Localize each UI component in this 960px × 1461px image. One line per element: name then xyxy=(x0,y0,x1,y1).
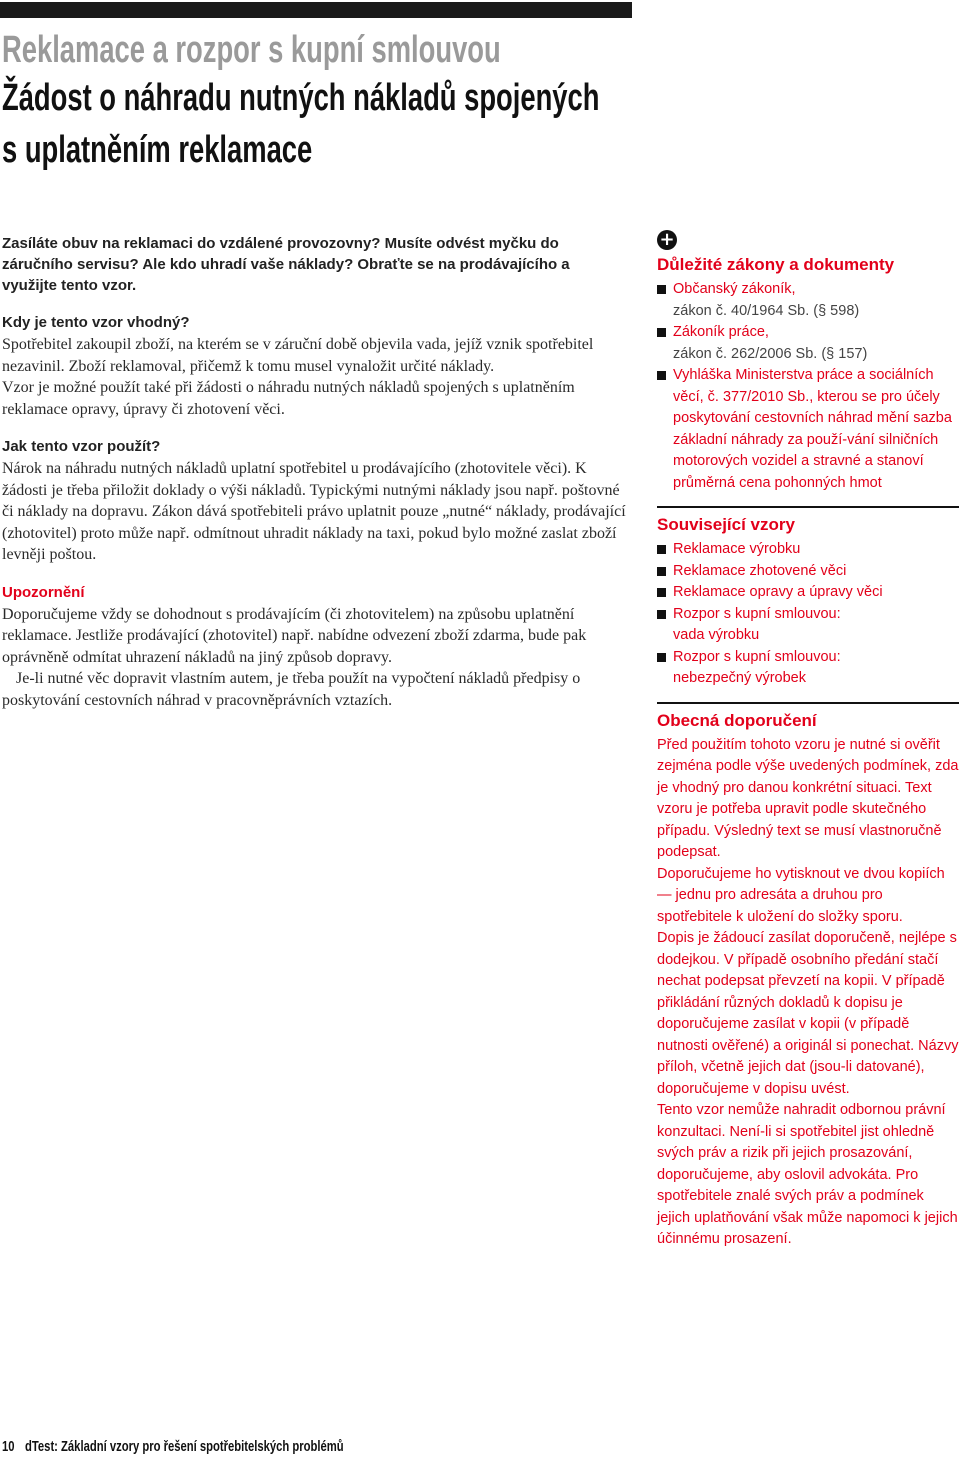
list-item: Občanský zákoník, zákon č. 40/1964 Sb. (§ 598) xyxy=(657,279,959,322)
list-item: Rozpor s kupní smlouvou: vada výrobku xyxy=(657,604,959,647)
page-footer xyxy=(2,1438,344,1455)
kdy-paragraph-1: Spotřebitel zakoupil zboží, na kterém se v záruční době objevila vada, jejíž vznik spotřebitel nezavinil. Zboží reklamoval, přičemž k tomu musel vynaložit určité náklady. xyxy=(2,336,594,375)
section-heading-jak: Jak tento vzor použít? xyxy=(2,438,161,455)
footer-text: dTest: Základní vzory pro řešení spotřebitelských problémů xyxy=(25,1438,344,1455)
related-templates-heading: Související vzory xyxy=(657,506,959,539)
upozorneni-paragraph-2: Je-li nutné věc dopravit vlastním autem, je třeba použít na vypočtení nákladů předpisy o poskytování cestovních náhrad v pracovněprávních vztazích. xyxy=(2,670,581,709)
general-recommendations-heading: Obecná doporučení xyxy=(657,702,959,735)
list-item: Zákoník práce, zákon č. 262/2006 Sb. (§ 157) xyxy=(657,322,959,365)
main-column xyxy=(2,233,628,711)
list-item: Reklamace opravy a úpravy věci xyxy=(657,582,959,604)
upozorneni-paragraph-1: Doporučujeme vždy se dohodnout s prodávajícím (či zhotovitelem) na způsobu uplatnění reklamace. Jestliže prodávající (zhotovitel) např. nabídne odvezení zboží zdarma, bude pak oprávněně odmítat uhrazení nákladů na jiný způsob dopravy. xyxy=(2,605,587,666)
list-item: Vyhláška Ministerstva práce a sociálních věcí, č. 377/2010 Sb., kterou se pro účely poskytování cestovních náhrad mění sazba základní náhrady za použí-vání silničních motorových vozidel a stravné a stanoví průměrná cena pohonných hmot xyxy=(657,365,959,494)
sidebar xyxy=(657,230,959,1251)
recommendation-paragraph-1: Před použitím tohoto vzoru je nutné si ověřit zejména podle výše uvedených podmínek, zda je vhodný pro danou konkrétní situaci. Text vzoru je potřeba upravit podle skutečného případu. Výsledný text se musí vlastnoručně podepsat. xyxy=(657,736,959,860)
related-templates-list xyxy=(657,539,959,690)
laws-list xyxy=(657,279,959,494)
plus-icon: + xyxy=(657,230,677,250)
list-item: Reklamace zhotovené věci xyxy=(657,561,959,583)
title-main-line2: s uplatněním reklamace xyxy=(2,129,313,171)
kdy-paragraph-2: Vzor je možné použít také při žádosti o náhradu nutných nákladů spojených s uplatněním reklamace opravy, úpravy či zhotovení věci. xyxy=(2,379,575,418)
top-bar xyxy=(0,2,632,18)
jak-paragraph: Nárok na náhradu nutných nákladů uplatní spotřebitel u prodávajícího (zhotovitele věci). K žádosti je třeba přiložit doklady o výši nákladů. Typickými nutnými náklady jsou např. poštovné či náklady na dopravu. Zákon dává spotřebiteli právo uplatnit pouze „nutné“ náklady, prodávající (zhotovitel) proto může např. odmítnout uhradit náklady na taxi, pokud bylo možné zaslat zboží levněji poštou. xyxy=(2,460,626,563)
title-main-line1: Žádost o náhradu nutných nákladů spojených xyxy=(2,77,600,119)
section-heading-upozorneni: Upozornění xyxy=(2,583,85,601)
page-number: 10 xyxy=(2,1438,15,1455)
list-item: Reklamace výrobku xyxy=(657,539,959,561)
intro-text: Zasíláte obuv na reklamaci do vzdálené provozovny? Musíte odvést myčku do záručního servisu? Ale kdo uhradí vaše náklady? Obraťte se na prodávajícího a využijte tento vzor. xyxy=(2,235,570,294)
laws-heading: Důležité zákony a dokumenty xyxy=(657,255,895,274)
page-title xyxy=(2,28,600,176)
list-item: Rozpor s kupní smlouvou: nebezpečný výrobek xyxy=(657,647,959,690)
recommendation-paragraph-4: Tento vzor nemůže nahradit odbornou právní konzultaci. Není-li si spotřebitel jist ohledně svých práv a rizik při jejich prosazování, doporučujeme, aby oslovil advokáta. Pro spotřebitele znalé svých práv a podmínek jejich uplatňování však může napomoci k jejich účinnému prosazení. xyxy=(657,1102,958,1247)
recommendation-paragraph-2: Doporučujeme ho vytisknout ve dvou kopiích — jednu pro adresáta a druhou pro spotřebitele k uložení do složky sporu. xyxy=(657,865,945,925)
recommendation-paragraph-3: Dopis je žádoucí zasílat doporučeně, nejlépe s dodejkou. V případě osobního předání stačí nechat podepsat převzetí na kopii. V případě přikládání různých dokladů k dopisu je doporučujeme zasílat v kopii (v případě nutnosti ověřené) a originál si ponechat. Názvy příloh, včetně jejich dat (jsou-li datované), doporučujeme v dopisu uvést. xyxy=(657,930,959,1097)
section-heading-kdy: Kdy je tento vzor vhodný? xyxy=(2,314,190,331)
title-category: Reklamace a rozpor s kupní smlouvou xyxy=(2,29,501,71)
